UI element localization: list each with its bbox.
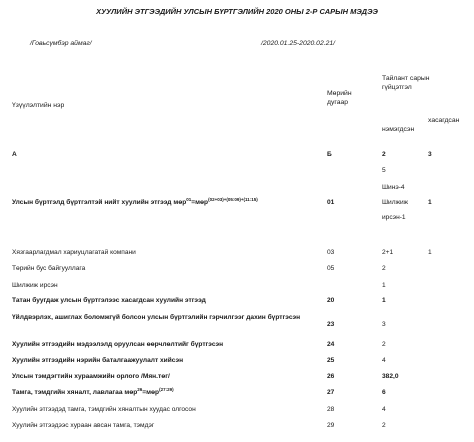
table-row bbox=[0, 373, 474, 385]
table-row bbox=[0, 314, 474, 326]
row-name: Үйлдвэрлэх, ашиглах боломжгүй болсон улсын бүртгэлийн гэрчилгээг дахин бүртгэсэн bbox=[12, 314, 301, 321]
total-transferred: Шилжиж bbox=[382, 199, 409, 206]
row-added: 2 bbox=[382, 341, 386, 348]
total-row-code: 01 bbox=[327, 199, 335, 206]
total-new: Шинэ-4 bbox=[382, 184, 405, 191]
region-label: /Говьсүмбэр аймаг/ bbox=[30, 40, 92, 47]
row-name: Төрийн бус байгууллага bbox=[12, 265, 86, 272]
row-added: 2 bbox=[382, 265, 386, 272]
row-name: Хуулийн этгээдийн мэдээлэлд оруулсан өөрчлөлтийг бүртгэсэн bbox=[12, 341, 224, 348]
row-code: 03 bbox=[327, 249, 335, 256]
row-code: 05 bbox=[327, 265, 335, 272]
letter-a: А bbox=[12, 151, 17, 158]
table-row bbox=[0, 297, 474, 309]
row-code: 23 bbox=[327, 321, 335, 328]
total-cancelled: 1 bbox=[428, 199, 432, 206]
row-code: 20 bbox=[327, 297, 335, 304]
row-added: 1 bbox=[382, 282, 386, 289]
row-code: 28 bbox=[327, 406, 335, 413]
row-name: Хязгаарлагдмал хариуцлагатай компани bbox=[12, 249, 136, 256]
table-row bbox=[0, 406, 474, 418]
period-label: /2020.01.25-2020.02.21/ bbox=[261, 40, 336, 47]
row-code: 27 bbox=[327, 389, 335, 396]
row-added: 2+1 bbox=[382, 249, 394, 256]
report-header-line2: гүйцэтгэл bbox=[382, 84, 412, 91]
table-row bbox=[0, 265, 474, 277]
row-code: 24 bbox=[327, 341, 335, 348]
table-row bbox=[0, 357, 474, 369]
report-header-line1: Тайлант сарын bbox=[382, 75, 430, 82]
row-removed: 1 bbox=[428, 249, 432, 256]
row-name: Хуулийн этгээдийн нэрийн баталгаажуулалт хийсэн bbox=[12, 357, 184, 364]
report-title: ХУУЛИЙН ЭТГЭЭДИЙН УЛСЫН БҮРТГЭЛИЙН 2020 ОНЫ 2-Р САРЫН МЭДЭЭ bbox=[96, 7, 378, 16]
code-header-line1: Мөрийн bbox=[327, 90, 352, 97]
row-code: 26 bbox=[327, 373, 335, 380]
row-added: 2 bbox=[382, 422, 386, 429]
table-row bbox=[0, 422, 474, 434]
row-added: 4 bbox=[382, 406, 386, 413]
col-number-2: 2 bbox=[382, 151, 386, 158]
row-added: 3 bbox=[382, 321, 386, 328]
row-added: 4 bbox=[382, 357, 386, 364]
table-row bbox=[0, 386, 474, 401]
entity-header: Үзүүлэлтийн нэр bbox=[12, 102, 65, 109]
row-name: Тамга, тэмдгийн хяналт, лавлагаа мөр$^{26}$=мөр$^{(27:29)}$ bbox=[12, 386, 174, 396]
row-added: 6 bbox=[382, 389, 386, 396]
table-row bbox=[0, 249, 474, 261]
total-arrived: ирсэн-1 bbox=[382, 214, 406, 221]
row-added: 382,0 bbox=[382, 373, 399, 380]
cancelled-header: хасагдсан bbox=[428, 117, 460, 124]
table-row bbox=[0, 282, 474, 294]
col-number-3: 3 bbox=[428, 151, 432, 158]
code-header-line2: дугаар bbox=[327, 99, 349, 106]
registered-header: нэмэгдсэн bbox=[382, 126, 415, 133]
row-name: Хуулийн этгээдэд тамга, тэмдгийн хяналтын хуудас олгосон bbox=[12, 406, 196, 413]
row-added: 1 bbox=[382, 297, 386, 304]
row-name: Шилжиж ирсэн bbox=[12, 282, 58, 289]
total-value: 5 bbox=[382, 167, 386, 174]
row-name: Хуулийн этгээдээс хураан авсан тамга, тэмдэг bbox=[12, 422, 155, 429]
row-name: Улсын тэмдэгтийн хураамжийн орлого /Мян.төг/ bbox=[12, 373, 170, 380]
row-code: 29 bbox=[327, 422, 335, 429]
letter-b: Б bbox=[327, 151, 332, 158]
row-name: Татан буугдаж улсын бүртгэлээс хасагдсан хуулийн этгээд bbox=[12, 297, 206, 304]
table-row bbox=[0, 341, 474, 353]
total-row-name: Улсын бүртгэлд бүртгэлтэй нийт хуулийн этгээд мөр$^{01}$=мөр$^{(02+03)+(05:09)+(11:15)}$ bbox=[12, 196, 258, 206]
row-code: 25 bbox=[327, 357, 335, 364]
